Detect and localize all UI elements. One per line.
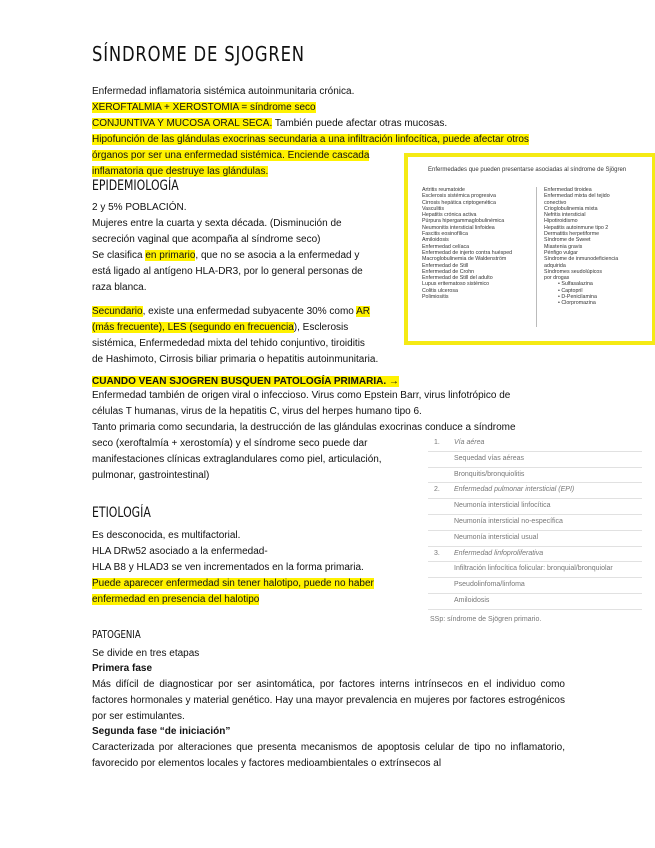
viral-line: células T humanas, virus de la hepatitis C, virus del herpes humano tipo 6.: [92, 406, 422, 417]
figure-left-item: Amiloidosis: [422, 237, 449, 244]
intro-line-3-highlight: CONJUNTIVA Y MUCOSA ORAL SECA.: [92, 118, 273, 129]
epi-line: Mujeres entre la cuarta y sexta década. (Disminución de: [92, 218, 342, 229]
figure-left-item: Artritis reumatoide: [422, 187, 465, 193]
figure-right-item: conectivo: [544, 199, 567, 206]
table-row-heading: Enfermedad linfoproliferativa: [454, 549, 544, 557]
table-row-label: Sequedad vías aéreas: [454, 454, 525, 462]
figure-left-item: Esclerosis sistémica progresiva: [422, 193, 496, 200]
figure-left-item: Enfermedad de Still del adulto: [422, 275, 493, 282]
table-row-label: Neumonía intersticial linfocítica: [454, 502, 551, 510]
epidemiologia-heading: EPIDEMIOLOGÍA: [92, 178, 179, 194]
table-row: [428, 483, 642, 499]
intro-line-3: También puede afectar otras mucosas.: [272, 118, 448, 129]
figure-left-item: Púrpura hipergammaglobulinémica: [422, 218, 505, 225]
epi-line: 2 y 5% POBLACIÓN.: [92, 202, 187, 213]
table-row-label: Bronquitis/bronquiolitis: [454, 470, 525, 478]
figure-bullet-item: • Sulfasalazina: [558, 281, 593, 288]
intro-line-6: inflamatoria que destruye las glándulas.: [92, 166, 269, 177]
figure-right-item: Enfermedad tiroidea: [544, 187, 592, 193]
figure-right-item: Hepatitis autoinmune tipo 2: [544, 224, 609, 231]
figure-right-item: Hipotiroidismo: [544, 218, 578, 225]
figure-left-item: Lupus eritematoso sistémico: [422, 281, 490, 288]
etio-line: HLA DRw52 asociado a la enfermedad-: [92, 546, 268, 557]
figure-left-item: Enfermedad celíaca: [422, 243, 470, 250]
intro-line-4: Hipofunción de las glándulas exocrinas secundaria a una infiltración linfocítica, puede afectar otros: [92, 134, 529, 145]
etio-line: HLA B8 y HLAD3 se ven incrementados en la forma primaria.: [92, 562, 364, 573]
figure-left-item: Polimiositis: [422, 294, 449, 301]
sec-ar: AR: [356, 306, 370, 317]
table-row: [428, 594, 642, 610]
clas-line: está ligado al antígeno HLA-DR3, por lo general personas de: [92, 266, 363, 277]
ssp-pulmonary-table: [428, 436, 642, 610]
intro-line-5: órganos por ser una enfermedad sistémica. Enciende cascada: [92, 150, 370, 161]
table-row-label: Neumonía intersticial usual: [454, 533, 539, 541]
figure-right-item: Síndromes seudolúpicos: [544, 268, 603, 275]
figure-left-column: [422, 187, 512, 300]
etio-line: Es desconocida, es multifactorial.: [92, 530, 241, 541]
sec-line: sistémica, Enfermededad mixta del tehido conjuntivo, tiroiditis: [92, 338, 365, 349]
table-row-label: Infiltración linfocítica folicular: bronquial/bronquiolar: [454, 565, 613, 573]
clas-text: Se clasifica: [92, 250, 146, 261]
figure-right-item: Crioglobulinemia mixta: [544, 205, 598, 212]
figure-right-item: Dermatitis herpetiforme: [544, 231, 600, 238]
figure-left-item: Neumonitis intersticial linfoidea: [422, 224, 495, 231]
figure-left-item: Enfermedad de Still: [422, 262, 469, 269]
epi-line: secreción vaginal que acompaña al síndrome seco): [92, 234, 321, 245]
viral-line: Enfermedad también de origen viral o infeccioso. Virus como Epstein Barr, virus linfotrópico de: [92, 390, 511, 401]
viral-line: seco (xeroftalmía + xerostomía) y el síndrome seco puede dar: [92, 438, 368, 449]
figure-caption: Enfermedades que pueden presentarse asociadas al síndrome de Sjögren: [428, 167, 627, 173]
table-row: [428, 468, 642, 484]
figure-left-item: Hepatitis crónica activa: [422, 212, 477, 219]
figure-left-item: Fascitis eosinofílica: [422, 231, 468, 238]
intro-line-1: Enfermedad inflamatoria sistémica autoinmunitaria crónica.: [92, 86, 355, 97]
viral-line: Tanto primaria como secundaria, la destrucción de las glándulas exocrinas conduce a síndrome: [92, 422, 516, 433]
table-row-heading: Vía aérea: [454, 439, 485, 446]
secundario-label: Secundario: [92, 306, 143, 317]
figure-left-item: Enfermedad de Crohn: [422, 268, 475, 275]
table-footnote: SSp: síndrome de Sjögren primario.: [430, 616, 542, 623]
clas-primario: en primario: [145, 250, 196, 261]
figure-left-item: Macroglobulinemia de Waldenström: [422, 256, 507, 263]
figure-left-item: Cirrosis hepática criptogenética: [422, 199, 496, 206]
figure-right-item: Miastenia gravis: [544, 243, 583, 250]
table-row: [428, 515, 642, 531]
figure-left-item: Enfermedad de injerto contra huésped: [422, 249, 513, 256]
figure-bullet-item: • Clorpromazina: [558, 300, 596, 307]
figure-right-item: Enfermedad mixta del tejido: [544, 193, 610, 200]
table-row-number: 2.: [434, 486, 440, 494]
figure-right-column: [544, 187, 618, 307]
patogenia-heading: PATOGENIA: [92, 628, 141, 641]
sec-line: de Hashimoto, Cirrosis biliar primaria o hepatitis autoinmunitaria.: [92, 354, 379, 365]
figure-bullet-item: • D-Penicilamina: [558, 294, 597, 301]
figure-right-item: adquirida: [544, 262, 566, 269]
sec-text: , existe una enfermedad subyacente 30% como: [142, 306, 357, 317]
figure-bullet-item: • Captopril: [558, 287, 583, 294]
etiologia-heading: ETIOLOGÍA: [92, 505, 151, 521]
table-row: [428, 531, 642, 547]
figure-divider: [536, 187, 537, 327]
associated-diseases-figure: [404, 153, 655, 345]
table-row-label: Pseudolinfoma/linfoma: [454, 581, 525, 589]
table-row-label: Amiloidosis: [454, 596, 490, 604]
viral-line: pulmonar, gastrointestinal): [92, 470, 210, 481]
phase-1-text: Más difícil de diagnosticar por ser asintomática, por factores interns intrínsecos en el individuo como factores hormonales y material genético. Hay una mayor prevalencia en mujeres por factores estrogénicos por ser estimulantes.: [92, 679, 565, 722]
table-row-heading: Enfermedad pulmonar intersticial (EPI): [454, 486, 575, 494]
sec-les: (más frecuente), LES (segundo en frecuencia: [92, 322, 294, 333]
phase-2-label: Segunda fase “de iniciación”: [92, 726, 231, 737]
table-row: [428, 578, 642, 594]
phase-1-label: Primera fase: [92, 663, 153, 674]
table-row-number: 1.: [434, 439, 440, 446]
table-row: [428, 436, 642, 452]
table-row: [428, 499, 642, 515]
figure-left-item: Vasculitis: [422, 205, 444, 212]
phase-2-text: Caracterizada por alteraciones que presenta mecanismos de apoptosis celular de tipo no inflamatorio, favorecido por elementos locales y factores medioambientales o extrínsecos al: [92, 742, 565, 769]
table-row-label: Neumonía intersticial no-específica: [454, 517, 563, 525]
table-row: [428, 547, 642, 563]
page-title: SÍNDROME DE SJOGREN: [92, 42, 305, 66]
figure-right-item: Síndrome de inmunodeficiencia: [544, 256, 619, 263]
figure-right-item: Pénfigo vulgar: [544, 249, 578, 256]
table-row: [428, 452, 642, 468]
intro-line-2: XEROFTALMIA + XEROSTOMIA = síndrome seco: [92, 102, 316, 113]
figure-right-item: Nefritis intersticial: [544, 212, 586, 219]
clas-line: raza blanca.: [92, 282, 147, 293]
pato-line: Se divide en tres etapas: [92, 648, 200, 659]
etio-halotipo-2: enfermedad en presencia del halotipo: [92, 594, 260, 605]
etio-halotipo-1: Puede aparecer enfermedad sin tener halotipo, puede no haber: [92, 578, 374, 589]
figure-right-item: Síndrome de Sweet: [544, 237, 591, 244]
table-row-number: 3.: [434, 549, 440, 557]
figure-left-item: Colitis ulcerosa: [422, 287, 458, 294]
viral-line: manifestaciones clínicas extraglandulares como piel, articulación,: [92, 454, 382, 465]
figure-right-item: por drogas: [544, 275, 570, 282]
table-row: [428, 562, 642, 578]
sec-text: ), Esclerosis: [293, 322, 349, 333]
clas-text: , que no se asocia a la enfermedad y: [195, 250, 360, 261]
alert-primary-pathology: CUANDO VEAN SJOGREN BUSQUEN PATOLOGÍA PRIMARIA. →: [92, 376, 399, 387]
